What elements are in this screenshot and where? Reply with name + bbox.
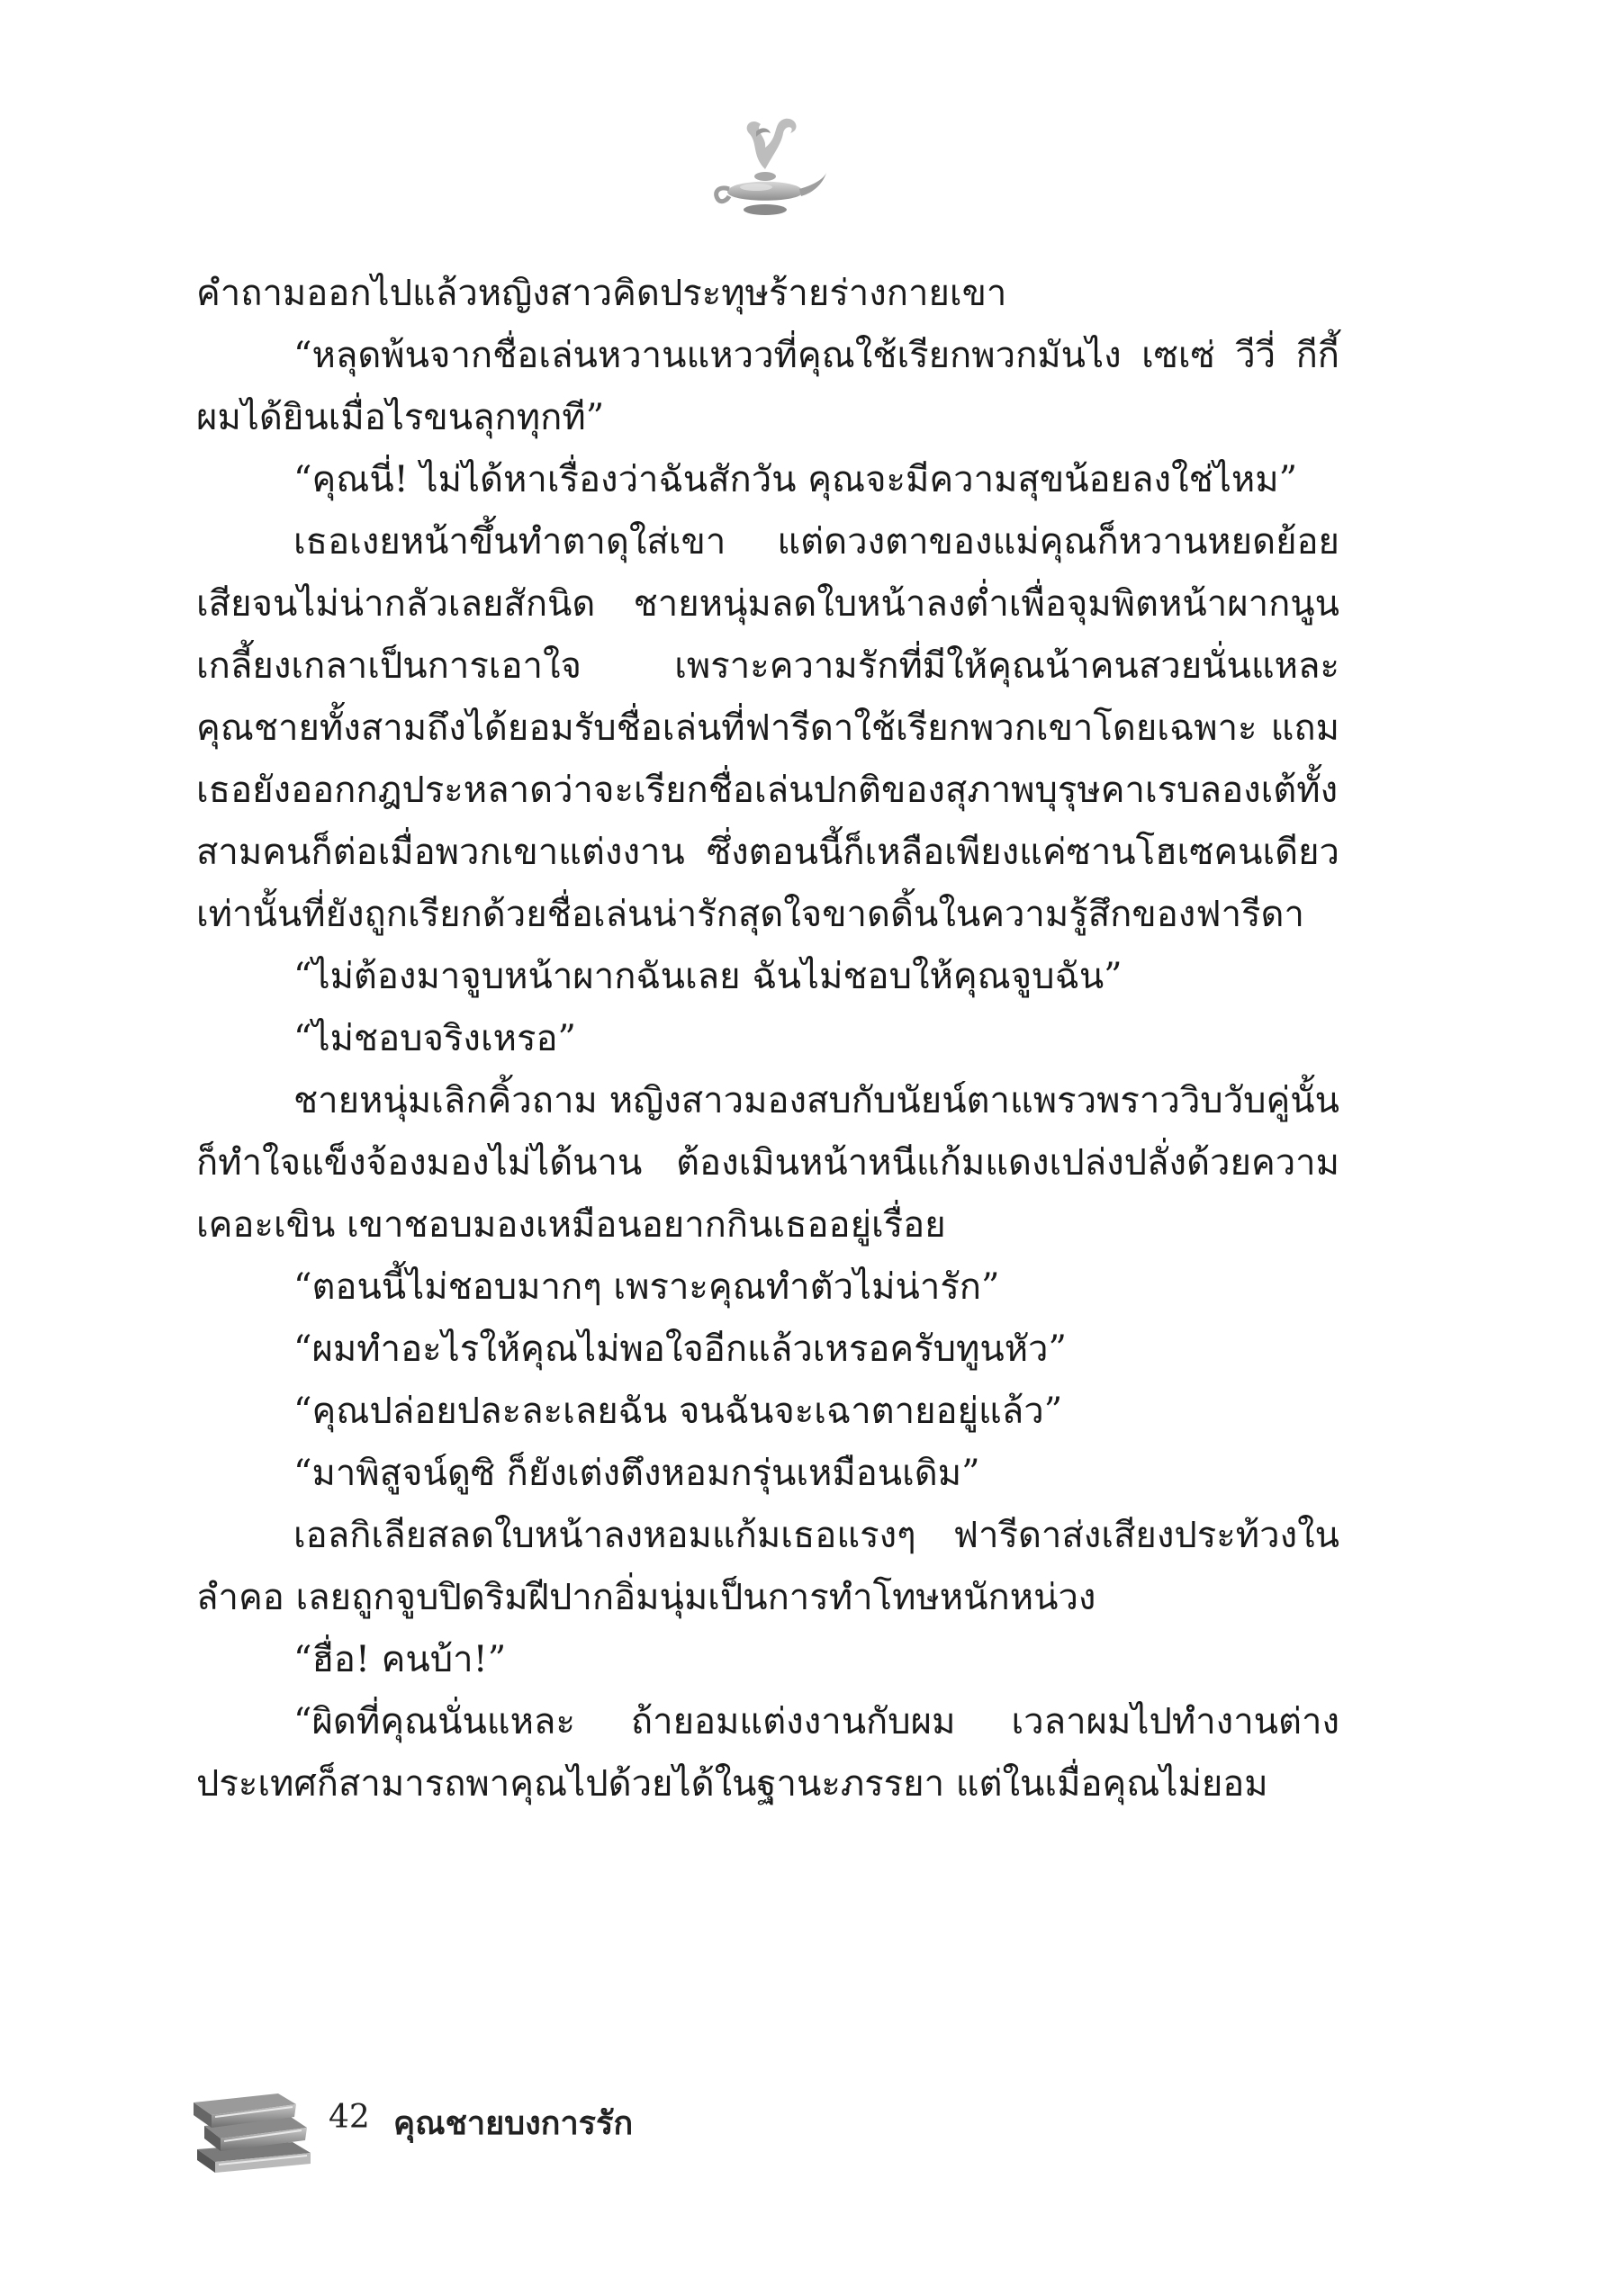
paragraph: “ผิดที่คุณนั่นแหละ ถ้ายอมแต่งงานกับผม เวลาผมไปทำงานต่างประเทศก็สามารถพาคุณไปด้วยได้ในฐานะภรรยา แต่ในเมื่อคุณไม่ยอม [196, 1701, 1339, 1805]
paragraph: “ผมทำอะไรให้คุณไม่พอใจอีกแล้วเหรอครับทูนหัว” [293, 1328, 1067, 1370]
main-text [196, 263, 1339, 1815]
books-stack-icon [185, 2070, 320, 2178]
paragraph: เธอเงยหน้าขึ้นทำตาดุใส่เขา แต่ดวงตาของแม่คุณก็หวานหยดย้อยเสียจนไม่น่ากลัวเลยสักนิด ชายหนุ่มลดใบหน้าลงต่ำเพื่อจุมพิตหน้าผากนูนเกลี้ยงเกลาเป็นการเอาใจ เพราะความรักที่มีให้คุณน้าคนสวยนั่นแหละ คุณชายทั้งสามถึงได้ยอมรับชื่อเล่นที่ฟารีดาใช้เรียกพวกเขาโดยเฉพาะ แถมเธอยังออกกฎประหลาดว่าจะเรียกชื่อเล่นปกติของสุภาพบุรุษคาเรบลองเต้ทั้งสามคนก็ต่อเมื่อพวกเขาแต่งงาน ซึ่งตอนนี้ก็เหลือเพียงแค่ซานโฮเซคนเดียวเท่านั้นที่ยังถูกเรียกด้วยชื่อเล่นน่ารักสุดใจขาดดิ้นในความรู้สึกของฟารีดา [196, 521, 1339, 935]
paragraph: “ตอนนี้ไม่ชอบมากๆ เพราะคุณทำตัวไม่น่ารัก” [293, 1266, 1000, 1308]
paragraph: ชายหนุ่มเลิกคิ้วถาม หญิงสาวมองสบกับนัยน์ตาแพรวพราววิบวับคู่นั้นก็ทำใจแข็งจ้องมองไม่ได้นาน ต้องเมินหน้าหนีแก้มแดงเปล่งปลั่งด้วยความเคอะเขิน เขาชอบมองเหมือนอยากกินเธออยู่เรื่อย [196, 1080, 1339, 1246]
page-number: 42 [329, 2099, 370, 2136]
paragraph: “คุณนี่! ไม่ได้หาเรื่องว่าฉันสักวัน คุณจะมีความสุขน้อยลงใช่ไหม” [293, 459, 1298, 500]
paragraph: “ไม่ต้องมาจูบหน้าผากฉันเลย ฉันไม่ชอบให้คุณจูบฉัน” [293, 956, 1123, 997]
paragraph: “คุณปล่อยปละละเลยฉัน จนฉันจะเฉาตายอยู่แล้ว” [293, 1391, 1063, 1432]
paragraph: เอลกิเลียสลดใบหน้าลงหอมแก้มเธอแรงๆ ฟารีดาส่งเสียงประท้วงในลำคอ เลยถูกจูบปิดริมฝีปากอิ่มนุ่มเป็นการทำโทษหนักหน่วง [196, 1515, 1339, 1618]
paragraph: “หลุดพ้นจากชื่อเล่นหวานแหววที่คุณใช้เรียกพวกมันไง เซเซ่ วีวี่ กีกี้ ผมได้ยินเมื่อไรขนลุกทุกที” [196, 335, 1339, 438]
paragraph: “ไม่ชอบจริงเหรอ” [293, 1018, 576, 1059]
paragraph: “ฮื่อ! คนบ้า!” [293, 1639, 507, 1680]
genie-lamp-icon [702, 106, 828, 232]
paragraph: คำถามออกไปแล้วหญิงสาวคิดประทุษร้ายร่างกายเขา [196, 273, 1007, 314]
paragraph: “มาพิสูจน์ดูซิ ก็ยังเต่งตึงหอมกรุ่นเหมือนเดิม” [293, 1453, 980, 1494]
page-footer [185, 2070, 815, 2178]
book-title: คุณชายบงการรัก [393, 2105, 634, 2142]
